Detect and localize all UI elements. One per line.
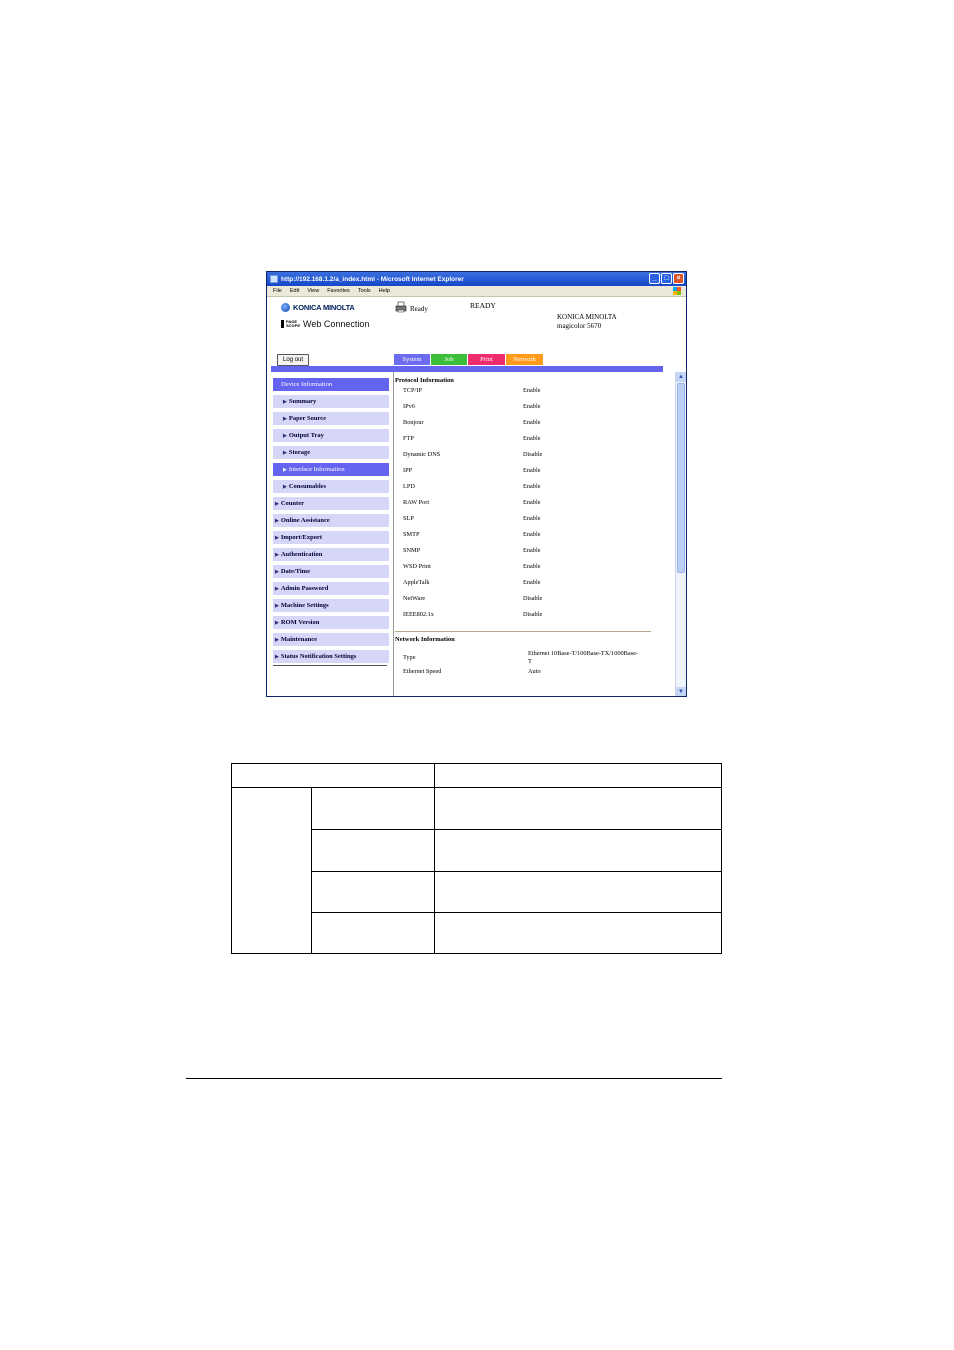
table-rule bbox=[232, 787, 721, 788]
minimize-icon[interactable]: _ bbox=[649, 273, 660, 284]
sidebar-item[interactable] bbox=[273, 378, 389, 391]
sidebar-item-label: Paper Source bbox=[288, 415, 326, 422]
network-row-value: Auto bbox=[528, 668, 541, 675]
table-row bbox=[395, 451, 665, 467]
table-row bbox=[395, 531, 665, 547]
pane-divider bbox=[393, 372, 394, 697]
arrow-right-icon: ▶ bbox=[283, 468, 287, 473]
model-info bbox=[557, 313, 617, 331]
protocol-name: Bonjour bbox=[403, 419, 424, 426]
sidebar-item[interactable] bbox=[273, 531, 389, 544]
network-section-title: Network Information bbox=[395, 636, 455, 643]
menu-view[interactable]: View bbox=[307, 288, 320, 294]
protocol-name: Dynamic DNS bbox=[403, 451, 441, 458]
protocol-status: Enable bbox=[523, 531, 541, 538]
protocol-status: Enable bbox=[523, 387, 541, 394]
title-bar bbox=[267, 272, 686, 286]
table-row bbox=[395, 595, 665, 611]
arrow-right-icon: ▶ bbox=[275, 587, 279, 592]
tab-print[interactable]: Print bbox=[468, 354, 505, 365]
section-separator bbox=[395, 631, 651, 632]
arrow-right-icon: ▶ bbox=[283, 400, 287, 405]
table-row bbox=[395, 387, 665, 403]
arrow-right-icon: ▶ bbox=[275, 536, 279, 541]
sidebar-item[interactable] bbox=[273, 633, 389, 646]
sidebar-item[interactable] bbox=[273, 548, 389, 561]
protocol-section-title: Protocol Information bbox=[395, 377, 454, 384]
protocol-name: FTP bbox=[403, 435, 414, 442]
protocol-status: Enable bbox=[523, 435, 541, 442]
protocol-status: Enable bbox=[523, 563, 541, 570]
protocol-name: RAW Port bbox=[403, 499, 430, 506]
printer-icon bbox=[395, 301, 407, 313]
sidebar-item-label: Maintenance bbox=[280, 636, 317, 643]
close-icon[interactable]: × bbox=[673, 273, 684, 284]
protocol-status: Enable bbox=[523, 579, 541, 586]
sidebar-item[interactable] bbox=[273, 599, 389, 612]
konica-globe-icon bbox=[281, 303, 290, 312]
brand-name: KONICA MINOLTA bbox=[293, 303, 355, 312]
table-row bbox=[395, 563, 665, 579]
table-rule bbox=[311, 829, 721, 830]
ie-icon bbox=[270, 275, 278, 283]
table-row bbox=[395, 419, 665, 435]
sidebar-item-label: Counter bbox=[280, 500, 304, 507]
arrow-right-icon: ▶ bbox=[275, 621, 279, 626]
sidebar-item-label: Machine Settings bbox=[280, 602, 329, 609]
tab-network[interactable]: Network bbox=[506, 354, 543, 365]
sidebar-item[interactable] bbox=[273, 497, 389, 510]
windows-logo-icon bbox=[673, 287, 681, 295]
arrow-right-icon: ▶ bbox=[275, 604, 279, 609]
product-logo bbox=[281, 319, 369, 329]
menu-edit[interactable]: Edit bbox=[289, 288, 300, 294]
network-row-value: Ethernet 10Base-T/100Base-TX/1000Base-T bbox=[528, 650, 638, 665]
table-rule bbox=[311, 871, 721, 872]
arrow-right-icon: ▶ bbox=[283, 417, 287, 422]
scroll-up-icon[interactable]: ▲ bbox=[676, 372, 686, 382]
sidebar-item-label: Online Assistance bbox=[280, 517, 330, 524]
sidebar-item[interactable] bbox=[273, 480, 389, 493]
brand-logo bbox=[281, 303, 355, 312]
protocol-name: TCP/IP bbox=[403, 387, 422, 394]
model-maker: KONICA MINOLTA bbox=[557, 313, 617, 321]
protocol-status: Enable bbox=[523, 403, 541, 410]
sidebar-item-label: Consumables bbox=[288, 483, 327, 490]
arrow-right-icon: ▶ bbox=[283, 451, 287, 456]
sidebar-item[interactable] bbox=[273, 514, 389, 527]
pagescope-logo bbox=[281, 320, 300, 328]
sidebar-item-label: Authentication bbox=[280, 551, 323, 558]
status-label: Ready bbox=[410, 305, 428, 313]
sidebar-item[interactable] bbox=[273, 446, 389, 459]
table-row bbox=[395, 499, 665, 515]
main-tabs bbox=[394, 354, 543, 365]
protocol-status: Disable bbox=[523, 611, 543, 618]
document-table bbox=[231, 763, 722, 954]
table-row bbox=[395, 579, 665, 595]
protocol-status: Enable bbox=[523, 467, 541, 474]
header-divider-bar bbox=[271, 366, 663, 372]
browser-window bbox=[266, 271, 687, 697]
menu-favorites[interactable]: Favorites bbox=[327, 288, 350, 294]
sidebar-item-label: Admin Password bbox=[280, 585, 329, 592]
tab-system[interactable]: System bbox=[394, 354, 430, 365]
protocol-status: Enable bbox=[523, 499, 541, 506]
pagescope-line1: PAGE bbox=[286, 319, 298, 324]
protocol-name: SMTP bbox=[403, 531, 420, 538]
protocol-table bbox=[395, 387, 665, 627]
sidebar-bottom-rule bbox=[273, 665, 387, 666]
protocol-status: Enable bbox=[523, 483, 541, 490]
arrow-right-icon: ▶ bbox=[275, 655, 279, 660]
protocol-name: SNMP bbox=[403, 547, 421, 554]
protocol-status: Enable bbox=[523, 419, 541, 426]
network-row-label: Ethernet Speed bbox=[403, 668, 442, 675]
sidebar-item-label: Import/Export bbox=[280, 534, 323, 541]
network-row-label: Type bbox=[403, 654, 416, 661]
arrow-right-icon: ▶ bbox=[275, 638, 279, 643]
product-name: Web Connection bbox=[303, 319, 370, 329]
arrow-right-icon: ▶ bbox=[283, 485, 287, 490]
arrow-right-icon: ▶ bbox=[275, 502, 279, 507]
sidebar-item-label: Device Information bbox=[281, 381, 333, 388]
table-row bbox=[395, 435, 665, 451]
protocol-name: IPv6 bbox=[403, 403, 415, 410]
menu-bar bbox=[267, 286, 686, 297]
sidebar-item[interactable] bbox=[273, 650, 389, 663]
menu-tools[interactable]: Tools bbox=[357, 288, 371, 294]
protocol-status: Enable bbox=[523, 547, 541, 554]
maximize-icon[interactable]: □ bbox=[661, 273, 672, 284]
table-rule bbox=[311, 787, 312, 953]
status-message: READY bbox=[470, 301, 496, 310]
protocol-name: SLP bbox=[403, 515, 414, 522]
sidebar-item[interactable] bbox=[273, 429, 389, 442]
protocol-status: Disable bbox=[523, 595, 543, 602]
sidebar-item-label: Storage bbox=[288, 449, 311, 456]
sidebar-item[interactable] bbox=[273, 582, 389, 595]
vertical-scrollbar[interactable] bbox=[675, 372, 686, 697]
table-row bbox=[395, 611, 665, 627]
sidebar-item-label: Status Notification Settings bbox=[280, 653, 357, 660]
arrow-right-icon: ▶ bbox=[275, 570, 279, 575]
sidebar-item[interactable] bbox=[273, 395, 389, 408]
sidebar-item[interactable] bbox=[273, 463, 389, 476]
pagescope-line2: SCOPE bbox=[286, 323, 301, 328]
scroll-down-icon[interactable]: ▼ bbox=[676, 687, 686, 697]
window-title: http://192.168.1.2/a_index.html - Microsoft Internet Explorer bbox=[281, 275, 464, 283]
protocol-status: Enable bbox=[523, 515, 541, 522]
protocol-name: IEEE802.1x bbox=[403, 611, 434, 618]
sidebar-item[interactable] bbox=[273, 616, 389, 629]
protocol-name: NetWare bbox=[403, 595, 426, 602]
logout-button[interactable]: Log out bbox=[277, 354, 309, 366]
sidebar-item[interactable] bbox=[273, 565, 389, 578]
protocol-name: LPD bbox=[403, 483, 415, 490]
table-rule bbox=[311, 912, 721, 913]
scroll-thumb[interactable] bbox=[677, 383, 685, 573]
main-pane bbox=[395, 377, 665, 680]
protocol-name: WSD Print bbox=[403, 563, 431, 570]
sidebar-item-label: Interface Information bbox=[288, 466, 345, 473]
network-row bbox=[395, 646, 665, 668]
sidebar-item[interactable] bbox=[273, 412, 389, 425]
table-row bbox=[395, 547, 665, 563]
table-row bbox=[395, 403, 665, 419]
arrow-right-icon: ▶ bbox=[283, 434, 287, 439]
menu-help[interactable]: Help bbox=[378, 288, 390, 294]
table-row bbox=[395, 483, 665, 499]
network-row bbox=[395, 668, 665, 680]
page-content bbox=[267, 297, 686, 697]
footer-rule bbox=[186, 1078, 722, 1079]
protocol-status: Disable bbox=[523, 451, 543, 458]
table-rule bbox=[434, 764, 435, 953]
menu-file[interactable]: File bbox=[273, 288, 282, 294]
table-row bbox=[395, 515, 665, 531]
arrow-right-icon: ▶ bbox=[275, 553, 279, 558]
model-name: magicolor 5670 bbox=[557, 322, 602, 330]
sidebar-item-label: Date/Time bbox=[280, 568, 310, 575]
sidebar-item-label: Summary bbox=[288, 398, 317, 405]
arrow-right-icon: ▶ bbox=[275, 519, 279, 524]
sidebar-item-label: Output Tray bbox=[288, 432, 324, 439]
tab-job[interactable]: Job bbox=[431, 354, 467, 365]
table-row bbox=[395, 467, 665, 483]
protocol-name: AppleTalk bbox=[403, 579, 430, 586]
sidebar-menu bbox=[273, 378, 389, 666]
sidebar-item-label: ROM Version bbox=[280, 619, 320, 626]
protocol-name: IPP bbox=[403, 467, 413, 474]
